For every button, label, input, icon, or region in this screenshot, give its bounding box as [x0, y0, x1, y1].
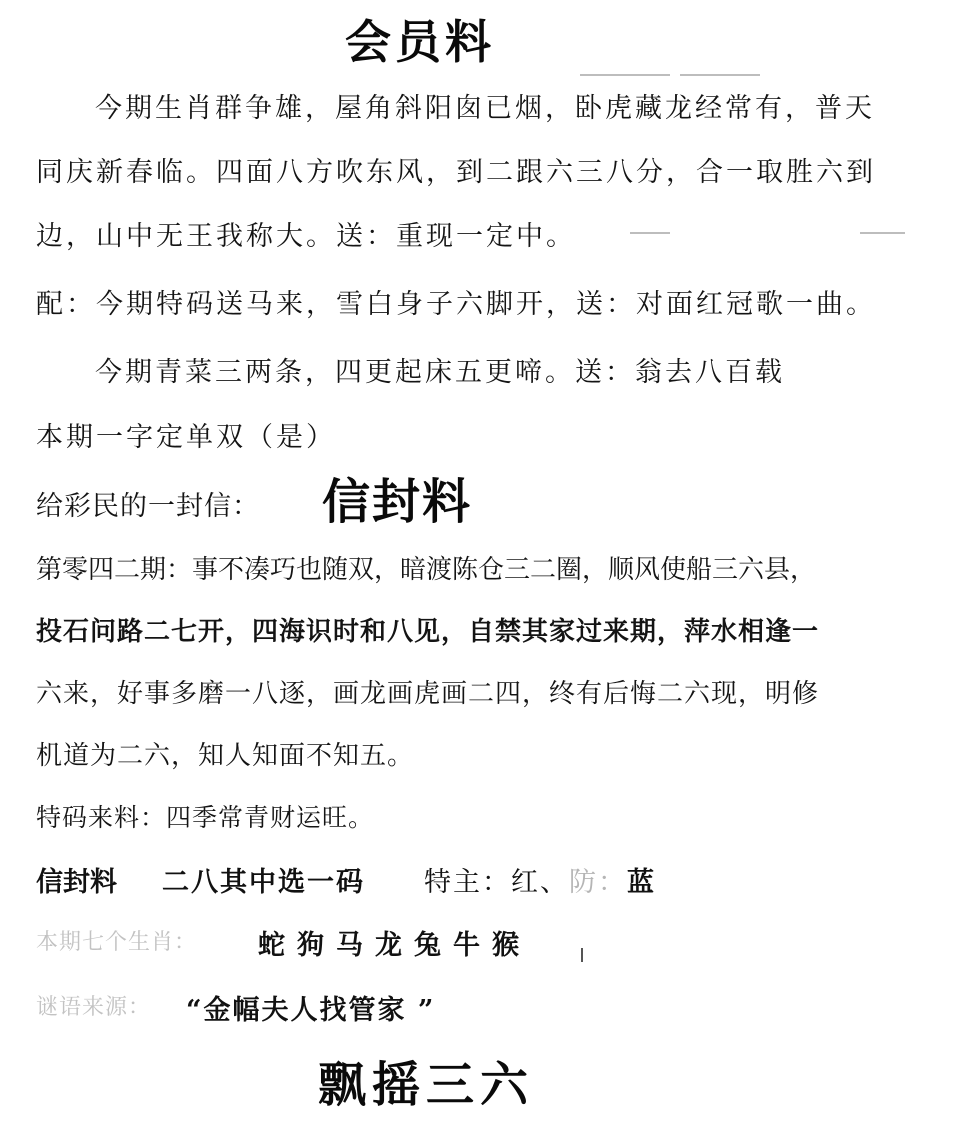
- main-color-value: 红、: [511, 867, 569, 898]
- letter-intro: 给彩民的一封信：: [36, 491, 260, 522]
- issue-verse-line-2: 投石问路二七开，四海识时和八见，自禁其家过来期，萍水相逢一: [36, 617, 820, 647]
- zodiac-label: 本期七个生肖：: [36, 930, 198, 955]
- main-color-label: 特主：: [424, 867, 511, 898]
- issue-verse-line-3: 六来，好事多磨一八逐，画龙画虎画二四，终有后悔二六现，明修: [36, 679, 820, 709]
- member-verse-line-1: 今期生肖群争雄，屋角斜阳囱已烟，卧虎藏龙经常有，普天: [95, 93, 875, 124]
- issue-verse-line-4: 机道为二六，知人知面不知五。: [36, 741, 415, 771]
- zodiac-value: 蛇狗马龙兔牛猴: [258, 930, 531, 961]
- scan-speck: [680, 74, 760, 76]
- zodiac-row: [36, 925, 531, 961]
- scan-speck: [630, 232, 670, 234]
- riddle-value: “金幅夫人找管家 ”: [186, 995, 436, 1026]
- member-match-line: 配：今期特码送马来，雪白身子六脚开，送：对面红冠歌一曲。: [36, 289, 876, 320]
- guard-color-value: 蓝: [627, 867, 656, 898]
- footer-title: 飘摇三六: [318, 1057, 535, 1113]
- member-title: 会员料: [345, 15, 495, 69]
- odd-even-line: 本期一字定单双（是）: [36, 422, 336, 453]
- special-code-line: 特码来料：四季常青财运旺。: [36, 803, 375, 832]
- scan-speck: [860, 232, 905, 234]
- color-hint: [424, 860, 656, 899]
- riddle-label: 谜语来源：: [36, 995, 152, 1020]
- member-verse-line-5: 今期青菜三两条，四更起床五更啼。送：翁去八百载: [95, 357, 785, 388]
- member-verse-line-3: 边，山中无王我称大。送：重现一定中。: [36, 221, 576, 252]
- riddle-row: [36, 990, 436, 1026]
- scan-speck: [580, 74, 670, 76]
- envelope-pick-label: 信封料: [36, 867, 117, 898]
- guard-color-label: 防：: [569, 867, 627, 898]
- issue-verse-line-1: 第零四二期：事不凑巧也随双，暗渡陈仓三二圈，顺风使船三六县，: [36, 555, 817, 585]
- envelope-pick-value: 二八其中选一码: [162, 867, 365, 898]
- envelope-title: 信封料: [322, 474, 473, 530]
- stray-mark: [581, 948, 583, 962]
- member-verse-line-2: 同庆新春临。四面八方吹东风，到二跟六三八分，合一取胜六到: [36, 157, 876, 188]
